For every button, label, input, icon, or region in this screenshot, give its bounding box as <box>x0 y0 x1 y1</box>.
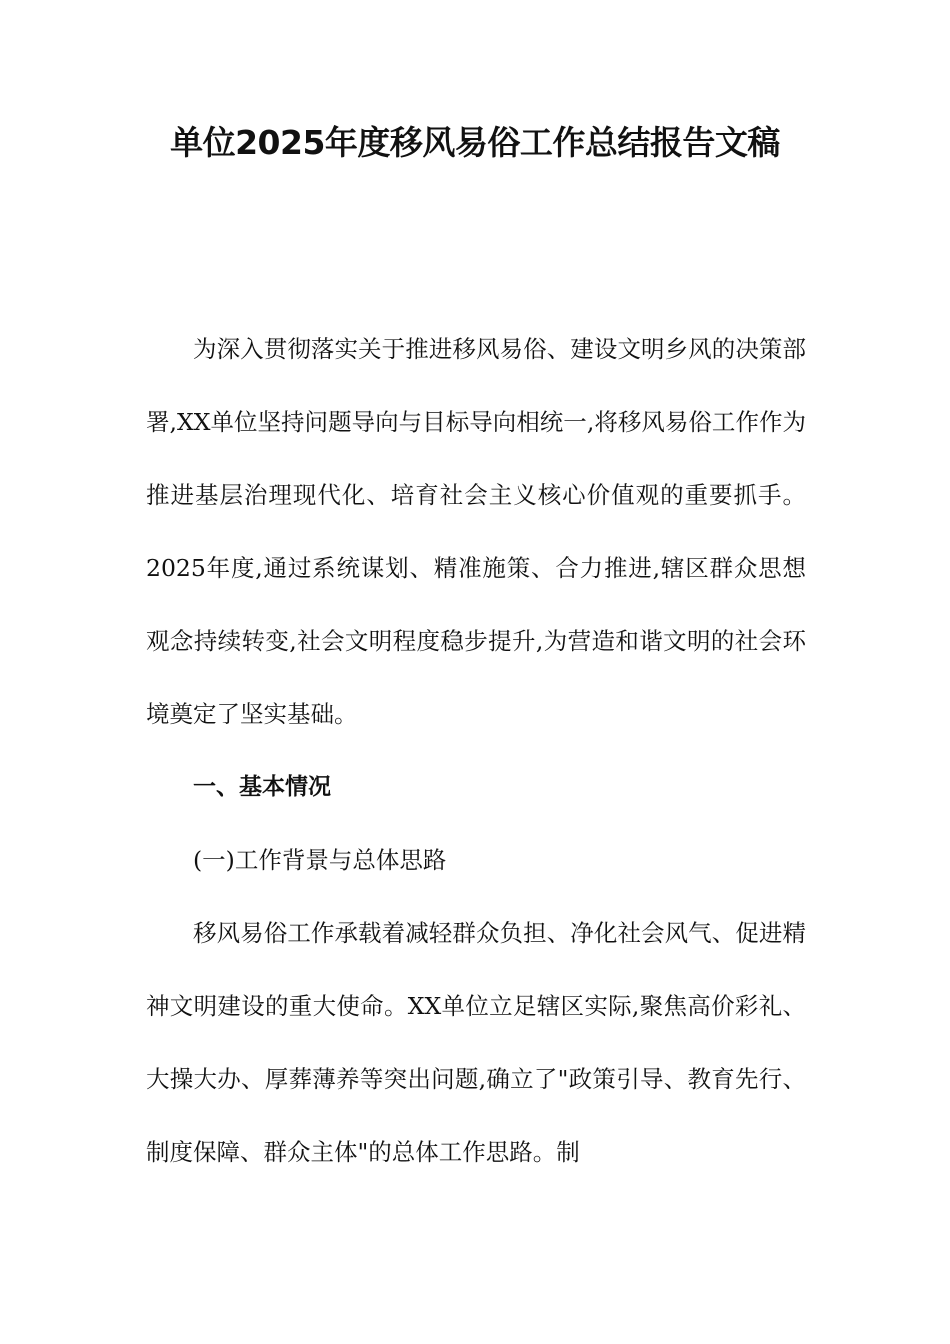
intro-paragraph: 为深入贯彻落实关于推进移风易俗、建设文明乡风的决策部署,XX单位坚持问题导向与目标导向相统一,将移风易俗工作作为推进基层治理现代化、培育社会主义核心价值观的重要抓手。2025年度,通过系统谋划、精准施策、合力推进,辖区群众思想观念持续转变,社会文明程度稳步提升,为营造和谐文明的社会环境奠定了坚实基础。 <box>146 335 806 728</box>
background-paragraph: 移风易俗工作承载着减轻群众负担、净化社会风气、促进精神文明建设的重大使命。XX单位立足辖区实际,聚焦高价彩礼、大操大办、厚葬薄养等突出问题,确立了"政策引导、教育先行、制度保障、群众主体"的总体工作思路。制 <box>146 919 806 1166</box>
document-title: 单位2025年度移风易俗工作总结报告文稿 <box>170 123 780 162</box>
subsection-heading-background: (一)工作背景与总体思路 <box>193 846 447 874</box>
document-body <box>146 313 806 1189</box>
section-heading-basic-situation: 一、基本情况 <box>193 774 331 800</box>
